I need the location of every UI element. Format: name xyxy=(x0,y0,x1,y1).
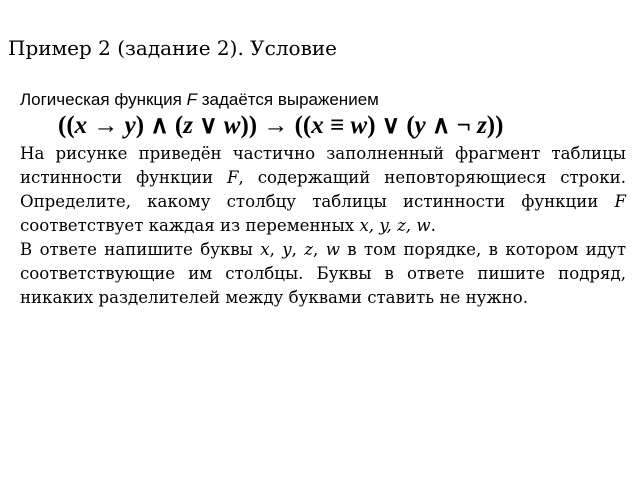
task-paragraph-1 xyxy=(20,142,626,238)
formula-var-w: w xyxy=(350,112,368,139)
formula-equivalence: ≡ xyxy=(323,112,351,139)
intro-line xyxy=(20,90,626,110)
formula-implication: → xyxy=(87,112,125,139)
paragraph-text: соответствует каждая из переменных xyxy=(20,216,360,235)
paragraph-text: В ответе напишите буквы xyxy=(20,240,261,259)
paragraph-text: . xyxy=(430,216,436,235)
task-paragraph-2 xyxy=(20,238,626,310)
paragraph-text: , содержащий неповторяющиеся строки. Определите, какому столбцу таблицы истинности функции xyxy=(20,168,626,211)
formula-var-x: x xyxy=(74,112,88,139)
paragraph-text: На рисунке приведён частично заполненный фрагмент таблицы истинности функции xyxy=(20,144,626,187)
formula-bracket: )) xyxy=(486,112,504,139)
formula-main-implication: )) → (( xyxy=(240,112,312,139)
function-name: F xyxy=(227,168,239,187)
intro-prefix: Логическая функция xyxy=(20,90,187,109)
separator: , xyxy=(291,240,305,259)
logic-formula xyxy=(20,110,626,142)
slide-title: Пример 2 (задание 2). Условие xyxy=(8,36,338,60)
variable-list: x, y, z, w xyxy=(359,216,431,235)
formula-var-x: x xyxy=(311,112,324,139)
formula-var-w: w xyxy=(223,112,241,139)
paragraph-text: в том порядке, в котором идут соответствующие им столбцы. Буквы в ответе пишите подряд, никаких разделителей между буквами ставить не нужно. xyxy=(20,240,626,307)
variable-x: x xyxy=(260,240,270,259)
formula-or: ∨ xyxy=(192,112,224,139)
function-name: F xyxy=(186,90,197,109)
formula-bracket: (( xyxy=(58,112,75,139)
formula-var-y: y xyxy=(124,112,136,139)
formula-var-z: z xyxy=(183,112,193,139)
formula-var-y: y xyxy=(414,112,426,139)
variable-y: y xyxy=(282,240,292,259)
formula-or: ) ∨ ( xyxy=(367,112,415,139)
separator: , xyxy=(269,240,283,259)
formula-var-z: z xyxy=(477,112,487,139)
variable-w: w xyxy=(325,240,340,259)
separator: , xyxy=(313,240,326,259)
intro-suffix: задаётся выражением xyxy=(197,90,379,109)
function-name: F xyxy=(614,192,626,211)
variable-z: z xyxy=(304,240,314,259)
task-content xyxy=(20,90,626,310)
formula-and-not: ∧ ¬ xyxy=(425,112,478,139)
formula-and: ) ∧ ( xyxy=(135,112,184,139)
